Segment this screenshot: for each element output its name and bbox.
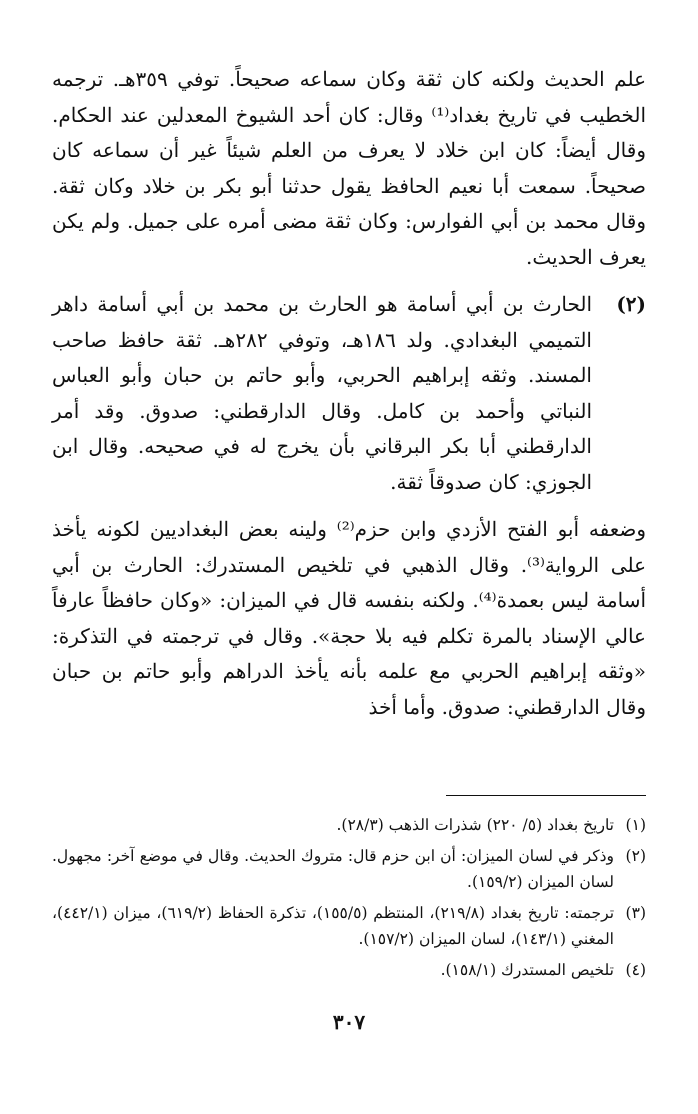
paragraph-3: وضعفه أبو الفتح الأزدي وابن حزم⁽²⁾ ولينه بعض البغداديين لكونه يأخذ على الرواية⁽³⁾. وقال الذهبي في تلخيص المستدرك: الحارث بن أبي أسامة ليس بعمدة⁽⁴⁾. ولكنه بنفسه قال في الميزان: «وكان حافظاً عارفاً عالي الإسناد بالمرة تكلم فيه بلا حجة». وقال في ترجمته في التذكرة: «وثقه إبراهيم الحربي مع علمه بأنه يأخذ الدراهم وأبو حاتم بن حبان وقال الدارقطني: صدوق. وأما أخذ [52, 517, 647, 719]
footnote-number: (٣) [625, 904, 646, 922]
footnote-number: (١) [625, 816, 646, 834]
entry-text: الحارث بن أبي أسامة هو الحارث بن محمد بن أبي أسامة داهر التميمي البغدادي. ولد ١٨٦هـ، وتوفي ٢٨٢هـ. ثقة حافظ صاحب المسند. وثقه إبراهيم الحربي، وأبو حاتم بن حبان وأبو العباس النباتي وأحمد بن كامل. وقال الدارقطني: صدوق. وقد أمر الدارقطني أبا بكر البرقاني بأن يخرج له في صحيحه. وقال ابن الجوزي: كان صدوقاً ثقة. [52, 292, 592, 494]
footnote-1 [52, 812, 646, 838]
footnotes [52, 812, 646, 988]
entry-2 [52, 287, 646, 500]
footnote-text: تلخيص المستدرك (١٥٨/١). [440, 961, 614, 979]
main-text [52, 62, 646, 725]
paragraph-1: علم الحديث ولكنه كان ثقة وكان سماعه صحيحاً. توفي ٣٥٩هـ. ترجمه الخطيب في تاريخ بغداد⁽¹⁾ وقال: كان أحد الشيوخ المعدلين عند الحكام. وقال أيضاً: كان ابن خلاد لا يعرف من العلم شيئاً غير أن سماعه كان صحيحاً. سمعت أبا نعيم الحافظ يقول حدثنا أبو بكر بن خلاد وكان ثقة. وقال محمد بن أبي الفوارس: وكان ثقة مضى أمره على جميل. ولم يكن يعرف الحديث. [52, 67, 647, 269]
footnote-text: تاريخ بغداد (٥/ ٢٢٠) شذرات الذهب (٢٨/٣). [336, 816, 614, 834]
footnote-text: وذكر في لسان الميزان: أن ابن حزم قال: متروك الحديث. وقال في موضع آخر: مجهول. لسان الميزان (١٥٩/٢). [52, 847, 614, 891]
footnote-text: ترجمته: تاريخ بغداد (٢١٩/٨)، المنتظم (١٥٥/٥)، تذكرة الحفاظ (٦١٩/٢)، ميزان (٤٤٢/١)، المغني (١٤٣/١)، لسان الميزان (١٥٧/٢). [52, 904, 615, 948]
footnote-4 [52, 957, 646, 983]
footnote-divider [446, 795, 646, 796]
footnote-2 [52, 843, 646, 895]
footnote-number: (٤) [625, 961, 646, 979]
entry-number: (٢) [616, 292, 646, 316]
page-number: ٣٠٧ [332, 1010, 366, 1034]
footnote-number: (٢) [625, 847, 646, 865]
footnote-3 [52, 900, 646, 952]
